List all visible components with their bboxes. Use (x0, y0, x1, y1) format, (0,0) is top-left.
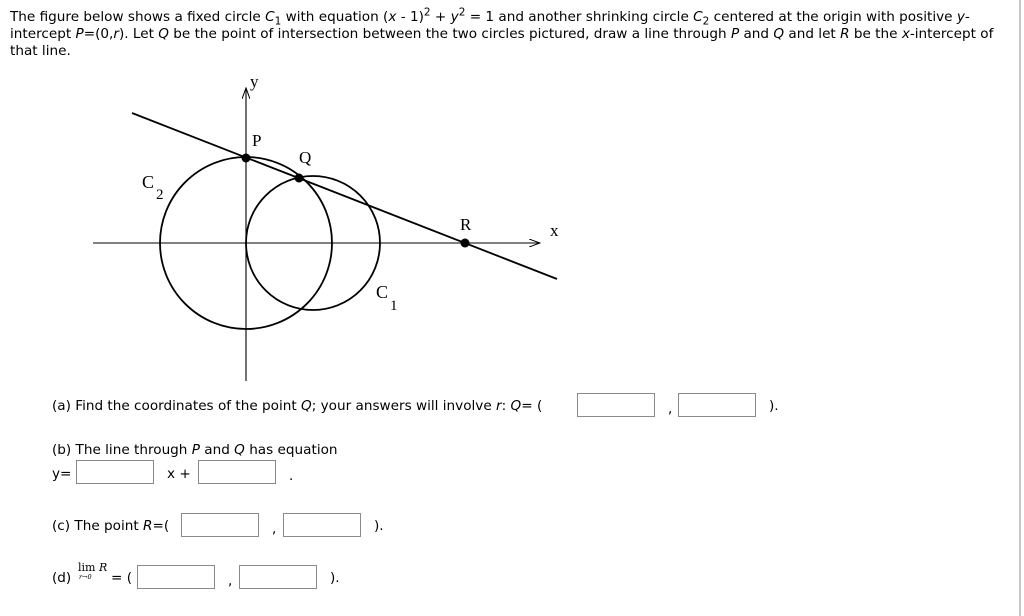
part-b-text: (b) The line through (52, 442, 192, 458)
intro-text: =(0, (83, 26, 114, 42)
lim-text: lim (78, 561, 96, 574)
r-label: R (460, 215, 472, 234)
intercept-input[interactable] (198, 460, 276, 484)
q-var: Q (234, 442, 245, 458)
y-var: y (956, 9, 965, 25)
x-var: x (388, 9, 397, 25)
intro-text: and (739, 26, 774, 42)
exponent: 2 (458, 6, 466, 19)
q-label: Q (299, 148, 312, 167)
point-q (295, 174, 304, 183)
intro-text: and let (784, 26, 841, 42)
part-c-text: =( (152, 518, 170, 534)
y-var: y (450, 9, 459, 25)
intro-text: = 1 and another shrinking circle (465, 9, 694, 25)
intro-text: + (430, 9, 451, 25)
x-plus-label: x + (167, 466, 191, 482)
intro-text: -intercept of that line. (10, 26, 994, 59)
part-b-question (52, 440, 338, 460)
c1-symbol: C (265, 9, 275, 25)
q-var: Q (510, 398, 522, 414)
r-y-input[interactable] (283, 513, 361, 537)
intro-text: ). Let (118, 26, 159, 42)
q-var: Q (773, 26, 785, 42)
line-pq (132, 113, 557, 279)
p-label: P (252, 131, 262, 150)
p-var: P (730, 26, 740, 42)
part-b-text: has equation (244, 442, 338, 458)
p-var: P (191, 442, 200, 458)
close-paren: ). (374, 518, 384, 534)
intro-text: with equation ( (281, 9, 389, 25)
q-x-input[interactable] (577, 393, 655, 417)
point-r (461, 239, 470, 248)
part-a-question (52, 396, 542, 416)
part-a-text: : (501, 398, 511, 414)
q-var: Q (301, 398, 312, 414)
c1-label: C (376, 282, 389, 302)
c2-label: C (142, 172, 155, 192)
r-var: r (113, 26, 119, 42)
intro-text: be the (849, 26, 902, 42)
r-var: r (496, 398, 502, 414)
point-p (242, 154, 251, 163)
intro-text: centered at the origin with positive (709, 9, 957, 25)
part-c-text: (c) The point (52, 518, 143, 534)
equals-paren: = ( (111, 570, 133, 586)
part-a-text: ; your answers will involve (311, 398, 497, 414)
r-x-input[interactable] (181, 513, 259, 537)
exponent: 2 (423, 6, 431, 19)
x-axis-label: x (550, 221, 559, 240)
c1-subscript: 1 (274, 15, 282, 28)
comma: , (228, 573, 233, 589)
comma: , (272, 521, 277, 537)
p-var: P (75, 26, 84, 42)
c2-symbol: C (693, 9, 703, 25)
comma: , (668, 401, 673, 417)
y-equals-label: y= (52, 466, 72, 482)
lim-subscript: r→0 (79, 573, 92, 581)
slope-input[interactable] (76, 460, 154, 484)
intro-text: The figure below shows a fixed circle (10, 9, 266, 25)
intro-text: -intercept (10, 9, 970, 42)
c2-subscript: 2 (702, 15, 710, 28)
y-axis-label: y (250, 72, 259, 91)
part-b-text: and (199, 442, 235, 458)
lim-x-input[interactable] (137, 565, 215, 589)
r-point-var: R (840, 26, 850, 42)
q-var: Q (158, 26, 169, 42)
period: . (289, 468, 294, 484)
x-var: x (901, 26, 910, 42)
close-paren: ). (769, 398, 779, 414)
c1-label-sub: 1 (390, 298, 398, 314)
part-d-label: (d) (52, 570, 72, 586)
r-point-var: R (143, 518, 153, 534)
part-a-text: = ( (521, 398, 543, 414)
q-y-input[interactable] (678, 393, 756, 417)
limit-expression (78, 561, 114, 583)
r-point-var: R (98, 561, 108, 574)
part-c-question (52, 516, 169, 536)
close-paren: ). (330, 570, 340, 586)
part-a-text: (a) Find the coordinates of the point (52, 398, 302, 414)
lim-y-input[interactable] (239, 565, 317, 589)
intro-text: - 1) (396, 9, 424, 25)
intro-text: be the point of intersection between the two circles pictured, draw a line through (168, 26, 731, 42)
c2-label-sub: 2 (156, 187, 164, 203)
